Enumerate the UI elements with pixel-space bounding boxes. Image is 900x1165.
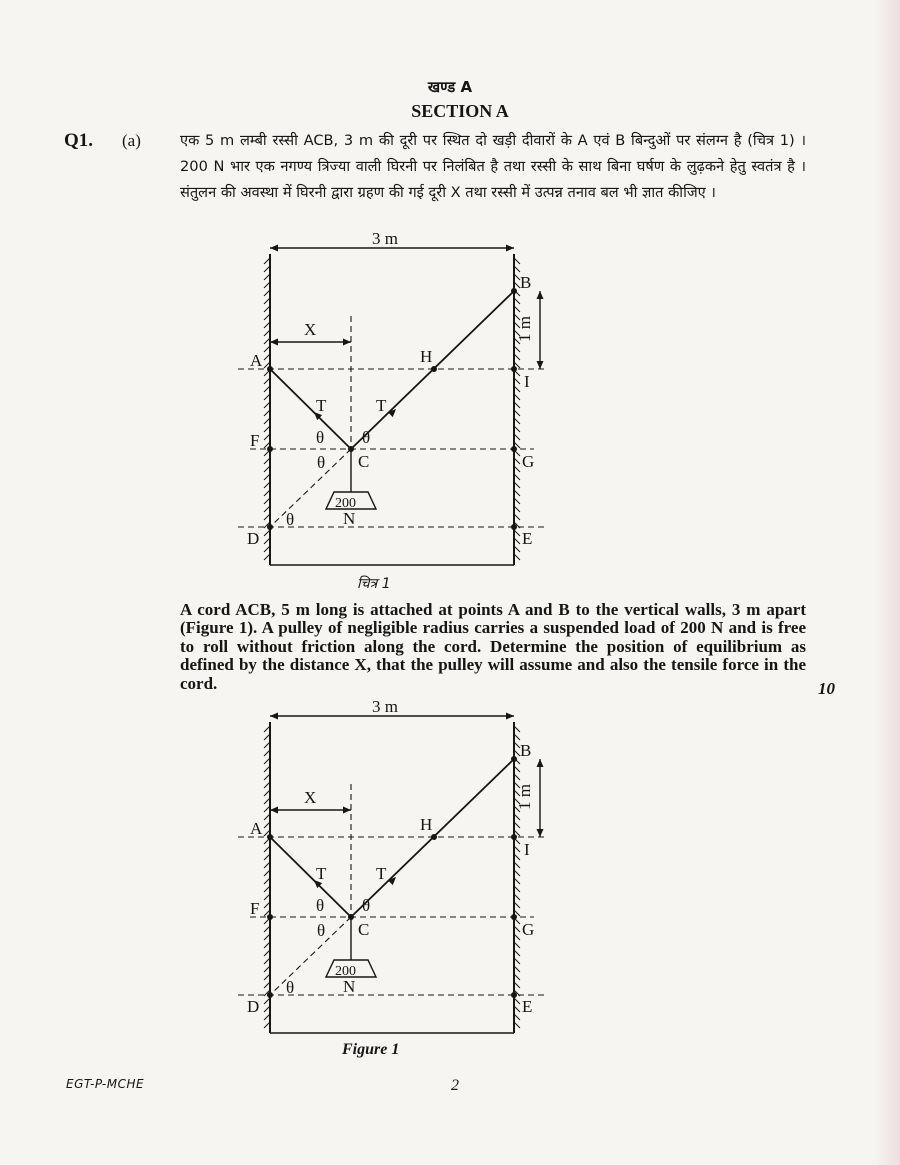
point-c-marker [348, 446, 354, 452]
point-f-marker [267, 914, 273, 920]
section-heading-english: SECTION A [411, 101, 509, 121]
x-arrow-right [343, 339, 351, 346]
page-edge-shadow [874, 0, 900, 1165]
question-part: (a) [122, 131, 141, 150]
point-e-label: E [522, 529, 533, 548]
angle-label-left-lower: θ [317, 453, 326, 472]
height-label: 1 m [515, 316, 534, 342]
x-label: X [304, 788, 317, 807]
angle-label-left-lower: θ [317, 921, 326, 940]
angle-label-d: θ [286, 510, 295, 529]
width-label: 3 m [372, 697, 398, 716]
figure-caption-english: Figure 1 [342, 1041, 400, 1058]
point-e-marker [511, 992, 517, 998]
cord-ac [270, 837, 351, 917]
tension-label-left: T [316, 864, 327, 883]
question-text-english: A cord ACB, 5 m long is attached at points A and B to the vertical walls, 3 m apart (Figure 1). A pulley of negligible radius carries a suspended load of 200 N and is free to roll without friction along the cord. Determine the position of equilibrium as defined by the distance X, that the pulley will assume and also the tensile force in the cord. [180, 600, 806, 693]
point-a-label: A [250, 819, 263, 838]
point-i-marker [511, 834, 517, 840]
point-a-label: A [250, 351, 263, 370]
height-label: 1 m [515, 784, 534, 810]
width-label: 3 m [372, 229, 398, 248]
point-i-marker [511, 366, 517, 372]
load-label: 200 [335, 496, 356, 511]
tension-label-left: T [316, 396, 327, 415]
point-f-label: F [250, 899, 260, 918]
point-c-marker [348, 914, 354, 920]
point-f-label: F [250, 431, 260, 450]
point-g-marker [511, 446, 517, 452]
point-e-label: E [522, 997, 533, 1016]
figure-english-pulley-diagram [230, 697, 580, 1040]
width-arrow-right [506, 713, 514, 720]
load-point-n-label: N [343, 977, 356, 996]
x-arrow-right [343, 807, 351, 814]
point-g-label: G [522, 452, 535, 471]
x-label: X [304, 320, 317, 339]
point-c-label: C [358, 920, 370, 939]
height-arrow-bottom [537, 829, 544, 837]
question-marks: 10 [818, 679, 835, 698]
section-heading-hindi: खण्ड A [427, 78, 473, 96]
height-arrow-top [537, 291, 544, 299]
width-arrow-left [270, 713, 278, 720]
point-h-marker [431, 366, 437, 372]
question-text-hindi: एक 5 m लम्बी रस्सी ACB, 3 m की दूरी पर स्थित दो खड़ी दीवारों के A एवं B बिन्दुओं पर संलग्न है (चित्र 1) । 200 N भार एक नगण्य त्रिज्या वाली घिरनी पर निलंबित है तथा रस्सी के साथ बिना घर्षण के लुढ़कने हेतु स्वतंत्र है । संतुलन की अवस्था में घिरनी द्वारा ग्रहण की गई दूरी X तथा रस्सी में उत्पन्न तनाव बल भी ज्ञात कीजिए । [180, 132, 806, 201]
figure-caption-hindi: चित्र 1 [357, 576, 391, 592]
point-h-marker [431, 834, 437, 840]
point-h-label: H [420, 347, 433, 366]
width-arrow-right [506, 245, 514, 252]
point-g-marker [511, 914, 517, 920]
height-arrow-bottom [537, 361, 544, 369]
tension-label-right: T [376, 864, 387, 883]
angle-label-right-upper: θ [362, 896, 371, 915]
page-number: 2 [451, 1077, 459, 1094]
point-f-marker [267, 446, 273, 452]
point-b-marker [511, 288, 517, 294]
point-i-label: I [524, 840, 530, 859]
cord-ac [270, 369, 351, 449]
point-d-marker [267, 992, 273, 998]
figure-hindi-pulley-diagram [230, 229, 580, 572]
tension-label-right: T [376, 396, 387, 415]
load-label: 200 [335, 964, 356, 979]
height-arrow-top [537, 759, 544, 767]
point-b-label: B [520, 273, 532, 292]
point-a-marker [267, 366, 273, 372]
x-arrow-left [270, 339, 278, 346]
point-a-marker [267, 834, 273, 840]
load-point-n-label: N [343, 509, 356, 528]
point-i-label: I [524, 372, 530, 391]
point-e-marker [511, 524, 517, 530]
point-d-label: D [247, 529, 260, 548]
point-g-label: G [522, 920, 535, 939]
width-arrow-left [270, 245, 278, 252]
dashed-extension-c-d [270, 449, 351, 527]
point-h-label: H [420, 815, 433, 834]
point-b-label: B [520, 741, 532, 760]
point-d-label: D [247, 997, 260, 1016]
angle-label-left-upper: θ [316, 896, 325, 915]
question-number: Q1. [64, 130, 94, 151]
point-b-marker [511, 756, 517, 762]
dashed-extension-c-d [270, 917, 351, 995]
angle-label-d: θ [286, 978, 295, 997]
paper-code: EGT-P-MCHE [66, 1077, 145, 1091]
point-c-label: C [358, 452, 370, 471]
angle-label-left-upper: θ [316, 428, 325, 447]
angle-label-right-upper: θ [362, 428, 371, 447]
x-arrow-left [270, 807, 278, 814]
point-d-marker [267, 524, 273, 530]
